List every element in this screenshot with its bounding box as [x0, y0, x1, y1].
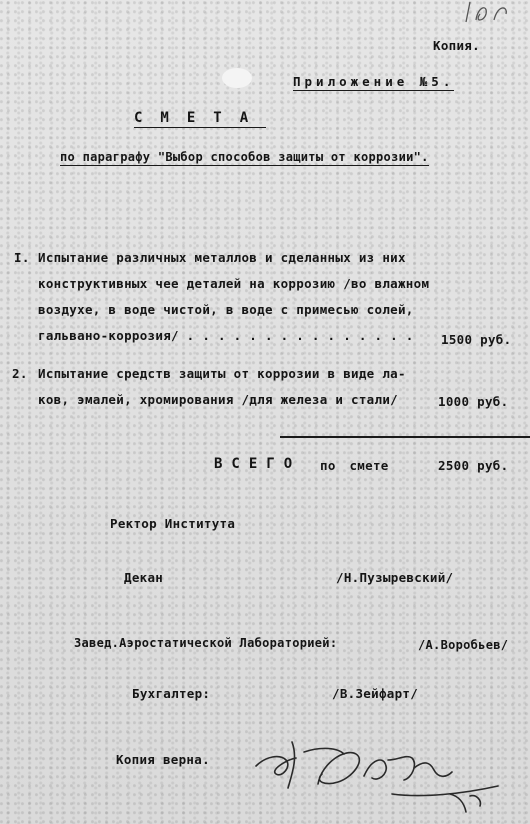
item-1-line-2: конструктивных чее деталей на коррозию /во влажном — [38, 276, 430, 291]
certified-label: Копия верна. — [116, 752, 210, 767]
total-middle: по смете — [320, 458, 389, 473]
page-number-mark — [462, 0, 522, 24]
item-2-line-2: ков, эмалей, хромирования /для железа и стали/ — [38, 392, 398, 407]
accountant-label: Бухгалтер: — [132, 686, 211, 701]
item-2-amount: 1000 руб. — [438, 394, 509, 409]
total-label: ВСЕГО — [214, 456, 302, 472]
document-subtitle: по параграфу "Выбор способов защиты от коррозии". — [60, 150, 429, 164]
item-1-line-1: Испытание различных металлов и сделанных из них — [38, 250, 406, 265]
dean-label: Декан — [124, 570, 164, 585]
item-1-number: I. — [14, 250, 30, 265]
total-separator — [280, 436, 530, 438]
document-title: СМЕТА — [134, 110, 267, 126]
rector-label: Ректор Института — [110, 516, 236, 531]
item-2-line-1: Испытание средств защиты от коррозии в виде ла- — [38, 366, 406, 381]
handwritten-signature — [252, 738, 517, 824]
item-2-number: 2. — [12, 366, 28, 381]
accountant-name: /В.Зейфарт/ — [332, 686, 419, 701]
paper-blot — [222, 68, 252, 88]
lab-head-name: /А.Воробьев/ — [418, 638, 509, 652]
dean-name: /Н.Пузыревский/ — [336, 570, 454, 585]
copy-label: Копия. — [433, 38, 480, 53]
appendix-label: Приложение №5. — [293, 74, 455, 89]
total-amount: 2500 руб. — [438, 458, 509, 473]
item-1-line-3: воздухе, в воде чистой, в воде с примесью солей, — [38, 302, 414, 317]
item-1-amount: 1500 руб. — [441, 332, 512, 347]
lab-head-label: Завед.Аэростатической Лабораторией: — [74, 636, 338, 650]
item-1-line-4: гальвано-коррозия/ . . . . . . . . . . . . . . . — [38, 328, 414, 343]
